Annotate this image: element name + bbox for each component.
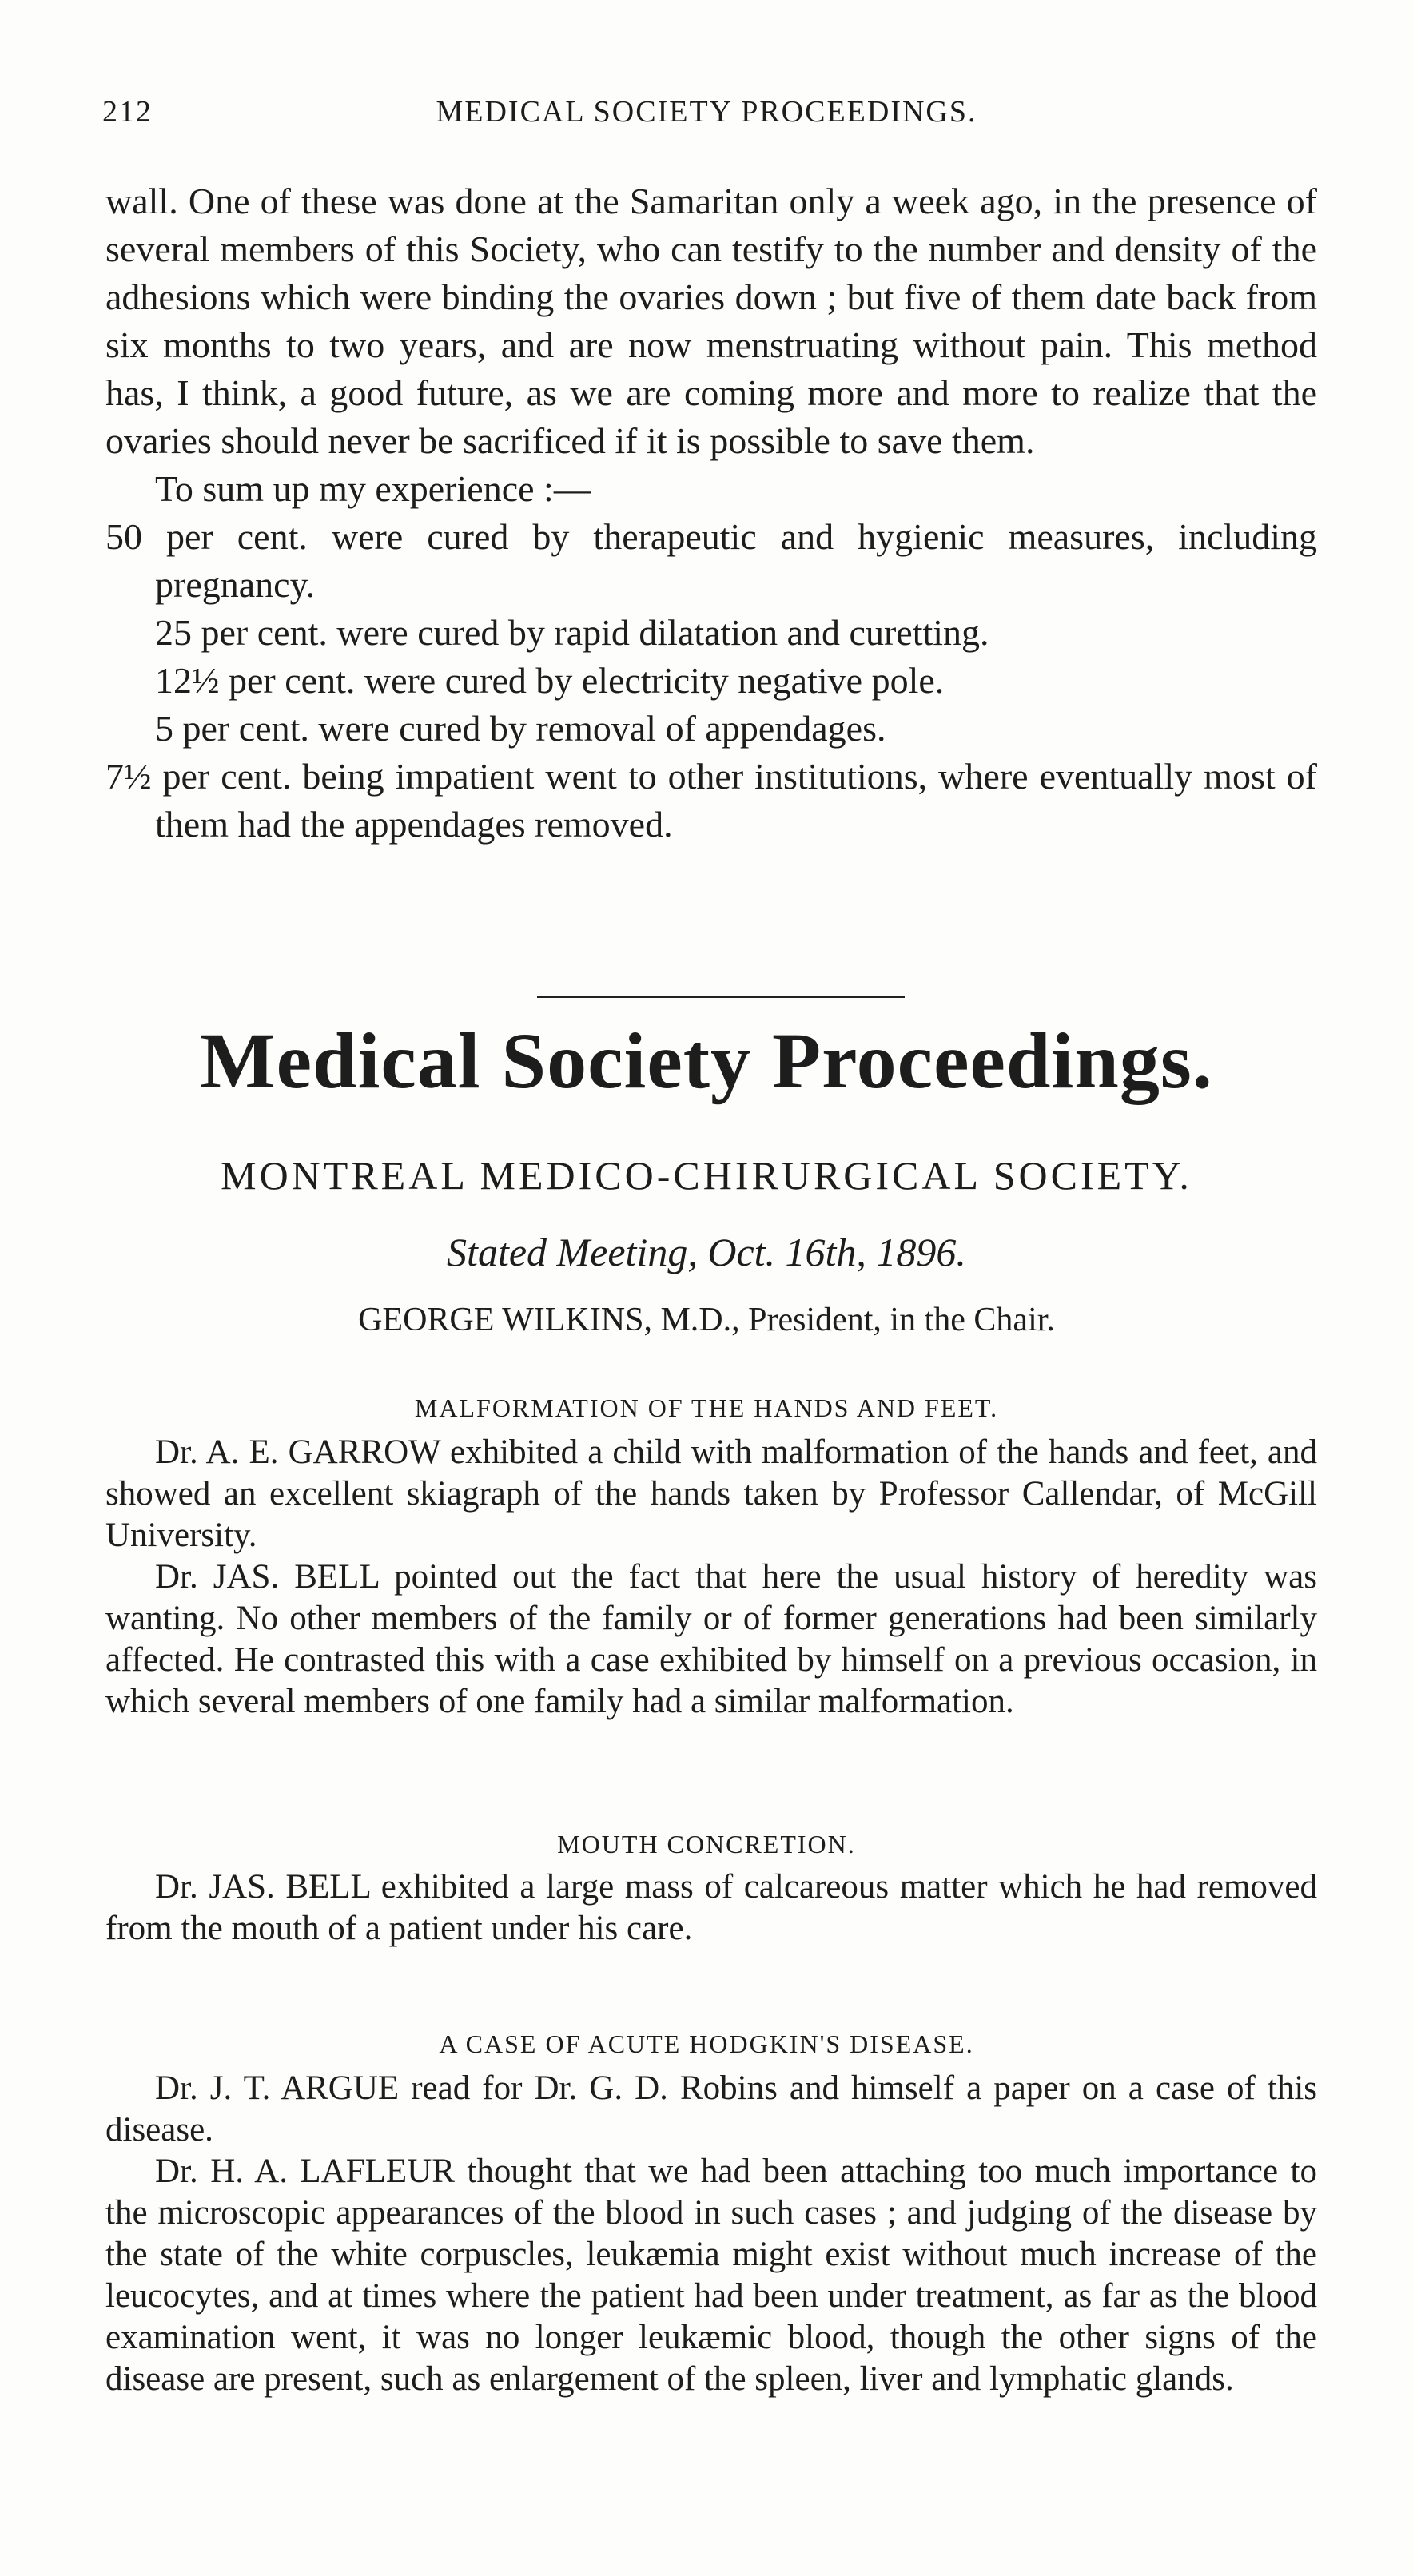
topic-paragraph: Dr. H. A. LAFLEUR thought that we had been attaching too much importance to the microscopic appearances of the blood in such cases ; and judging of the disease by the state of the white corpuscles, leukæmia might exist without much increase of the leucocytes, and at times where the patient had been under treatment, as far as the blood examination went, it was no longer leukæmic blood, though the other signs of the disease are present, such as enlargement of the spleen, liver and lymphatic glands. [105, 2153, 1317, 2398]
chair-line: GEORGE WILKINS, M.D., President, in the Chair. [358, 1302, 1055, 1338]
running-title: MEDICAL SOCIETY PROCEEDINGS. [436, 95, 977, 129]
topic-heading: A CASE OF ACUTE HODGKIN'S DISEASE. [439, 2029, 974, 2058]
result-item: 7½ per cent. being impatient went to other institutions, where eventually most of them had the appendages removed. [105, 756, 1317, 845]
meeting-date: Stated Meeting, Oct. 16th, 1896. [447, 1230, 966, 1274]
society-name: MONTREAL MEDICO-CHIRURGICAL SOCIETY. [221, 1153, 1192, 1198]
topic-paragraph: Dr. A. E. GARROW exhibited a child with malformation of the hands and feet, and showed an excellent skiagraph of the hands taken by Professor Callendar, of McGill University. [105, 1433, 1317, 1554]
summary-intro: To sum up my experience :— [155, 468, 591, 509]
topic-body [105, 1432, 1317, 1723]
topic-paragraph: Dr. JAS. BELL pointed out the fact that here the usual history of heredity was wanting. No other members of the family or of former generations had been similarly affected. He contrasted this with a case exhibited by himself on a previous occasion, in which several members of one family had a similar malformation. [105, 1558, 1317, 1720]
section-title: Medical Society Proceedings. [200, 1016, 1213, 1105]
result-item: 12½ per cent. were cured by electricity negative pole. [155, 660, 945, 701]
section-divider [537, 996, 905, 998]
topic-heading: MALFORMATION OF THE HANDS AND FEET. [414, 1393, 999, 1422]
intro-paragraph: wall. One of these was done at the Samaritan only a week ago, in the presence of several members of this Society, who can testify to the number and density of the adhesions which were binding the ovaries down ; but five of them date back from six months to two years, and are now menstruating without pain. This method has, I think, a good future, as we are coming more and more to realize that the ovaries should never be sacrificed if it is possible to save them. [105, 181, 1317, 461]
running-head [102, 94, 1311, 142]
result-item: 50 per cent. were cured by therapeutic and hygienic measures, including pregnancy. [105, 516, 1317, 605]
topic-heading: MOUTH CONCRETION. [557, 1830, 856, 1858]
topic-paragraph: Dr. JAS. BELL exhibited a large mass of calcareous matter which he had removed from the mouth of a patient under his care. [105, 1868, 1317, 1947]
result-item: 25 per cent. were cured by rapid dilatation and curetting. [155, 612, 989, 653]
topic-body [105, 2068, 1317, 2400]
topic-body [105, 1866, 1317, 1950]
previous-article-conclusion [105, 177, 1317, 849]
page-number: 212 [102, 95, 153, 129]
topic-paragraph: Dr. J. T. ARGUE read for Dr. G. D. Robins and himself a paper on a case of this disease. [105, 2069, 1317, 2149]
result-item: 5 per cent. were cured by removal of appendages. [155, 708, 886, 749]
